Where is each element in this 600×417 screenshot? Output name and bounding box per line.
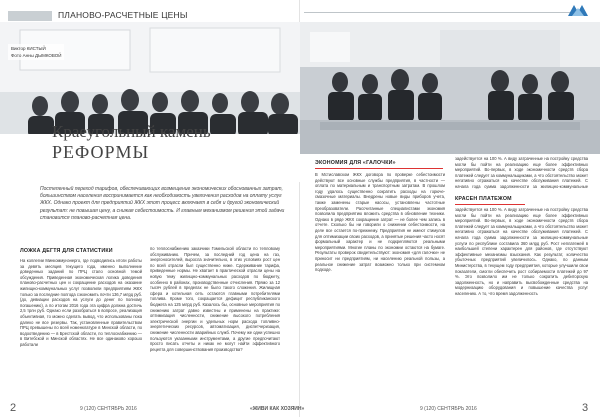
section-2-title: ЭКОНОМИЯ ДЛЯ «ГАЛОЧКИ» xyxy=(315,160,396,166)
header-rule xyxy=(304,12,584,13)
meeting-photo-right xyxy=(300,22,600,154)
magazine-logo-icon xyxy=(566,2,590,18)
meeting-room-image xyxy=(300,22,600,154)
article-credits xyxy=(8,44,64,60)
column-1-text: На коллегии Минкоммунэнерго, где подводились итоги работы за девять месяцев текущего года, именно выполнение доведенных заданий по ПРЦ стало основной темой обсуждения. Приведенная экономическая логика доведения планово-расчетных цен и сокращение расходов на оказание жилищно-коммунальных услуг позволили предприятиям ЖКХ только за последние полгода сэкономить почти 136,7 млрд руб. (до, девиации расходов на услуги до денег по полному погашению), а по итогам 2016 года эта цифра должна достичь 2,5 трлн руб. Однако если разобраться в вопросе, реализация объективная, то можно сделать вывод, что использованы пока далеко не все резервы. Так, установленные правительством ПРЦ превышены по всей номенклатуре в Минской области, по водоотведению — в Брестской области, по теплоснабжению — в Витебской и Минской областях. Не все одинаково хорошо работали xyxy=(20,258,142,347)
column-4-text: задействуется на 100 %. А виду затраченные на постройку средства могли бы пойти на реализацию еще более эффективных мероприятий. Во-первых, в ходе экономичности средств сбора платежей следует за коммунальщиками, а что обстоятельство может негативно отражаться на качестве обслуживания платежей. С начала года сумма задолженности за жилищно-коммунальные услуги по республике составила 360 млрд руб. Рост неплатежей в наибольшей степени характерен для районов, где отсутствуют эффективные механизмы взыскания. Как результат, количество убыточных предприятий увеличилось. Однако, по данным Министерства, в текущем году предприятия, которые улучшили свои показатели, смогли обеспечить рост собираемости платежей до 97 %. Это позволило им не только сократить дебиторскую задолженность, но и направить высвобожденные средства на модернизацию оборудования и повышение качества услуг населению. А то, что время задолженность xyxy=(455,207,588,296)
section-3-header xyxy=(455,196,588,205)
section-2-header xyxy=(315,160,445,169)
column-3-text: В Мстиславском ЖКХ договора по проверке себестоимости действуют все основные службы предприятия, в частности — оплата по материальным и транспортным затратам. В прошлом году удалось существенно сократить расходы на горюче-смазочные материалы. Внедрены новые виды приборов учета, также заменены старые насосы, установлены частотные преобразователи. Рассчитанные специалистами экономия позволила предприятию вложить средства в обновление техники. Однако в ряде ЖКХ сокращение затрат — не более чем запись в отчете. Сколько бы ни говорили о снижении себестоимости, на деле все остается по-прежнему. Предприятия не имеют стимулов для оптимизации своих расходов, а принятые решения часто носят формальный характер и не подкрепляются реальными мероприятиями. Многие планы по экономии остаются на бумаге. Результаты проверок свидетельствуют: экономия «для галочки» не приносит ни предприятиям, ни населению реальной пользы, а реальное снижение затрат возможно только при системном подходе. xyxy=(315,172,445,273)
article-lead: Постепенный переход тарифов, обеспечивающих возмещение экономических обоснованных затрат, большинством населения воспринимается как необходимость увеличения расходов на оплату услуг ЖКХ. Однако проект для предприятий ЖКХ этот процесс включает в себя и другой экономический результат: не повышая цену, а снижая себестоимость. И главным механизмом решения этой задачи становится планово-расчетная цена. xyxy=(40,186,285,221)
section-3-rule xyxy=(455,204,525,205)
section-1-title: ЛОЖКА ДЕГТЯ ДЛЯ СТАТИСТИКИ xyxy=(20,248,113,254)
left-issue-info: 9 (120) СЕНТЯБРЬ 2016 xyxy=(80,406,137,412)
article-title xyxy=(52,122,282,162)
section-3-title: КРАСЕН ПЛАТЕЖОМ xyxy=(455,196,512,202)
author-credit: Виктор КИСТЫЙ xyxy=(11,46,46,51)
right-page-number: 3 xyxy=(582,402,589,414)
photo-credit: Фото Анны ДЫМКОВОЙ xyxy=(11,53,62,58)
column-4-top-text: задействуется на 100 %. А виду затраченные на постройку средства могли бы пойти на реализацию еще более эффективных мероприятий. Во-первых, в ходе экономичности средств сбора платежей следует за коммунальщиками, а что обстоятельство может негативно отражаться на качестве обслуживания платежей. С начала года сумма задолженности за жилищно-коммунальные xyxy=(455,156,588,189)
right-page-header xyxy=(300,0,600,22)
right-issue-info: 9 (120) СЕНТЯБРЬ 2016 xyxy=(420,406,477,412)
title-line-2: РЕФОРМЫ xyxy=(52,142,150,162)
magazine-brand: «ЖИВИ КАК ХОЗЯИН» xyxy=(250,406,305,412)
title-line-1: Краеугольный камень xyxy=(52,122,211,141)
section-1-header xyxy=(20,248,140,254)
section-2-rule xyxy=(315,168,443,169)
left-page-number: 2 xyxy=(10,402,17,414)
column-2-text: по теплоснабжению заказчики Гомельской области по тепловому обслуживанию. Причем, за последний год цена на газ, энергоносителей, выросла значительно, в этих условиях рост цен по всей отрасли был существенно ниже. Сдерживание тарифа, приведенные нормы. Не хватает в практической отрасли цены на новую тему жилищно-коммунальных расходов по бюджету, особенно в районах, производственные отчисления. Прямо за 12 тысяч рублей в пределах не было такого сложения. Жилищная сфера и котельная сеть остаются главными потребителями топлива. Кроме того, сокращается дефицит республиканского бюджета на 125 млрд руб. Казалось бы, основные мероприятия по снижению затрат давно известны и применены на практике: оптимизация численности, снижение высокого потребления электрической энергии и удельных норм расхода топливно-энергетических ресурсов, автоматизация, диспетчеризация, снижение численности аварийных служб. Почему же одни успешно пользуются указанными инструментами, а другие предпочитают просто писать отчеты и никак не могут найти эффективного рецепта для совершенствования производства? xyxy=(150,246,280,352)
section-title: ПЛАНОВО-РАСЧЕТНЫЕ ЦЕНЫ xyxy=(58,10,188,20)
header-accent-bar xyxy=(8,11,52,21)
